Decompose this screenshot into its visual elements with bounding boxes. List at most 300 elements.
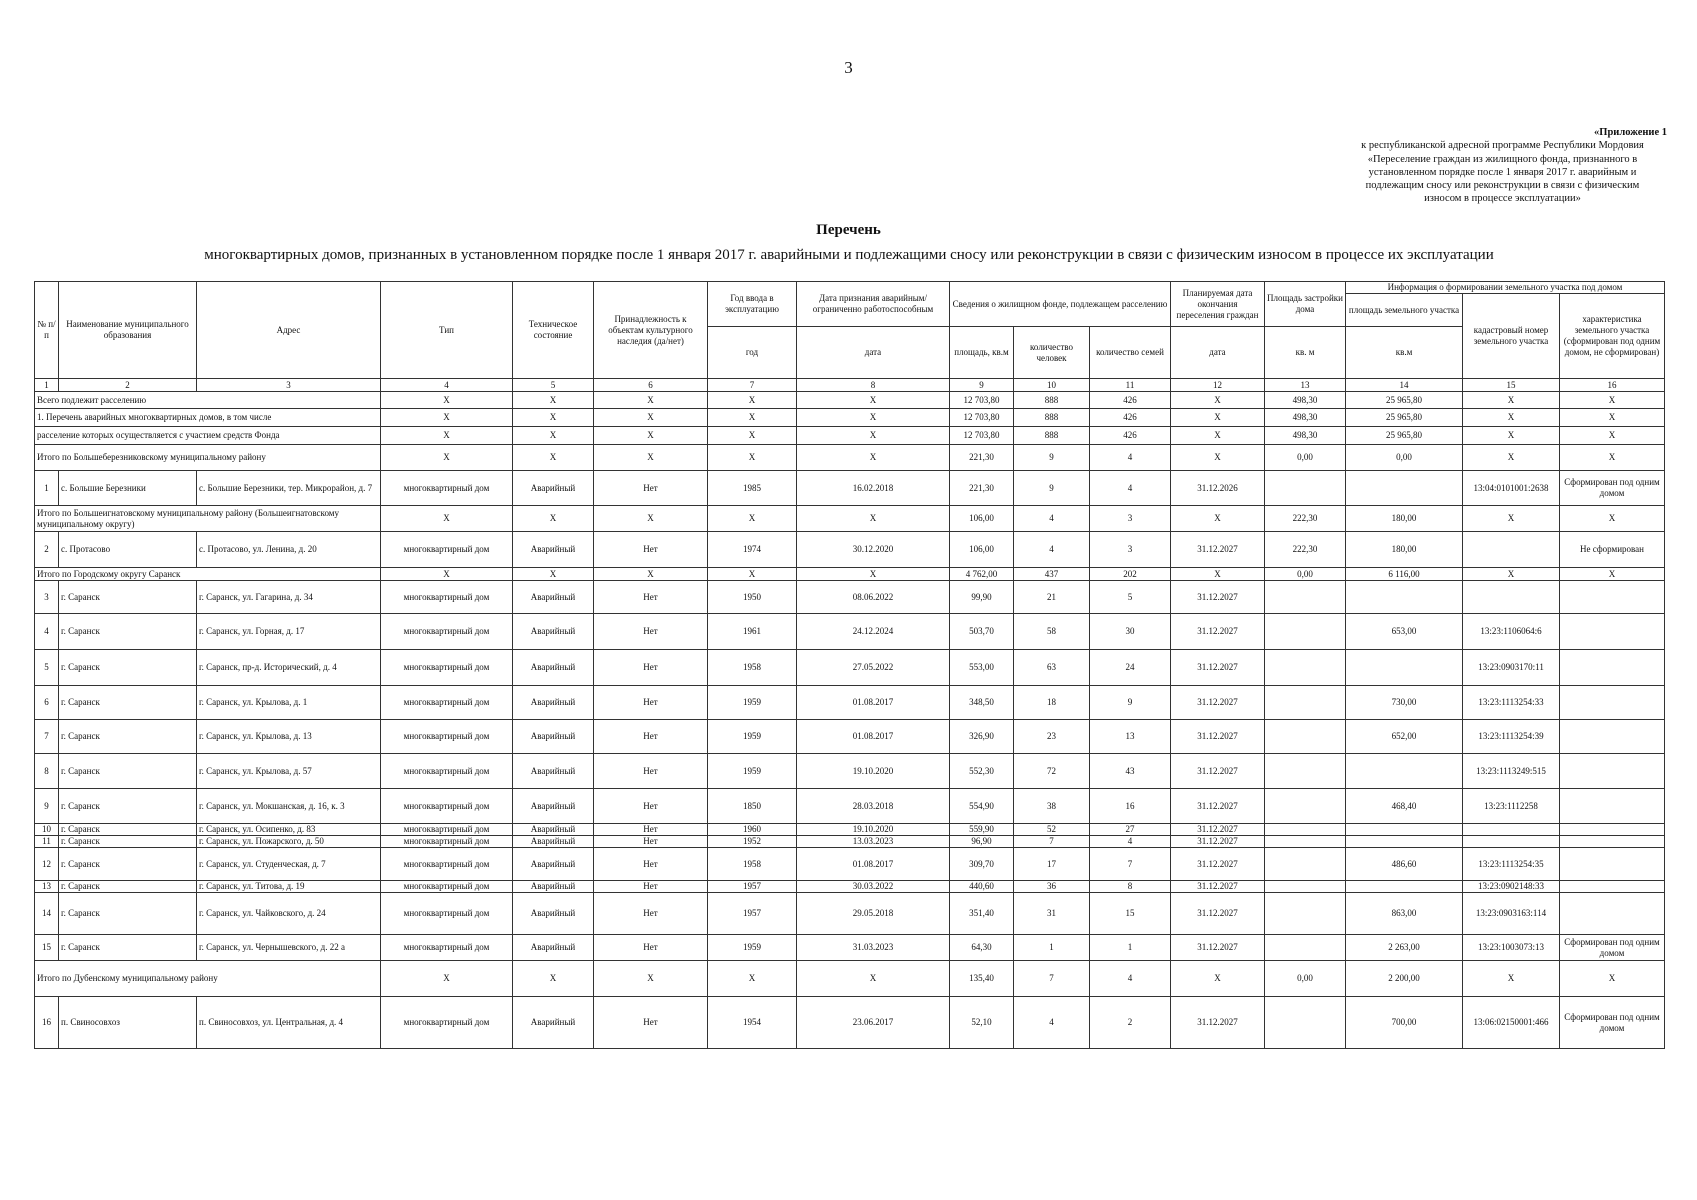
summary-cell: X [381,392,513,409]
summary-cell: X [1560,445,1665,471]
land-char-cell [1560,754,1665,789]
column-number: 16 [1560,379,1665,392]
row-number: 15 [35,935,59,961]
table-row [35,532,1665,568]
land-char-cell [1560,581,1665,614]
planned-date-cell: 31.12.2027 [1171,720,1265,754]
type-cell: многоквартирный дом [381,532,513,568]
row-number: 4 [35,614,59,650]
summary-cell: 9 [1014,445,1090,471]
header-land-area-group: площадь земельного участка [1346,294,1463,327]
summary-cell: X [1171,506,1265,532]
summary-cell: 106,00 [950,506,1014,532]
families-cell: 24 [1090,650,1171,686]
summary-cell: 0,00 [1265,568,1346,581]
table-row [35,935,1665,961]
families-cell: 16 [1090,789,1171,824]
column-number: 5 [513,379,594,392]
row-number: 13 [35,881,59,893]
header-date-sub: дата [797,327,950,379]
header-area: площадь, кв.м [950,327,1014,379]
land-area-cell [1346,471,1463,506]
tech-state-cell: Аварийный [513,532,594,568]
housing-table [34,281,1665,1049]
table-row [35,836,1665,848]
header-municipality: Наименование муниципального образования [59,282,197,379]
row-number: 8 [35,754,59,789]
table-row [35,686,1665,720]
summary-cell: 498,30 [1265,409,1346,427]
land-char-cell: Сформирован под одним домом [1560,935,1665,961]
date-cell: 13.03.2023 [797,836,950,848]
date-cell: 28.03.2018 [797,789,950,824]
header-num: № п/п [35,282,59,379]
summary-cell: X [1560,409,1665,427]
column-number: 14 [1346,379,1463,392]
planned-date-cell: 31.12.2027 [1171,848,1265,881]
people-cell: 72 [1014,754,1090,789]
summary-label: Итого по Большеберезниковскому муниципальному району [35,445,381,471]
municipality-cell: г. Саранск [59,935,197,961]
summary-cell: X [1463,427,1560,445]
summary-cell: X [381,409,513,427]
type-cell: многоквартирный дом [381,848,513,881]
address-cell: г. Саранск, ул. Титова, д. 19 [197,881,381,893]
heritage-cell: Нет [594,893,708,935]
summary-cell: X [513,568,594,581]
summary-label: Итого по Городскому округу Саранск [35,568,381,581]
planned-date-cell: 31.12.2026 [1171,471,1265,506]
summary-cell: 426 [1090,409,1171,427]
heritage-cell: Нет [594,881,708,893]
date-cell: 19.10.2020 [797,824,950,836]
planned-date-cell: 31.12.2027 [1171,881,1265,893]
land-char-cell [1560,650,1665,686]
planned-date-cell: 31.12.2027 [1171,893,1265,935]
build-area-cell [1265,881,1346,893]
header-tech-state: Техническое состояние [513,282,594,379]
people-cell: 23 [1014,720,1090,754]
table-row [35,824,1665,836]
municipality-cell: г. Саранск [59,824,197,836]
cadastral-cell: 13:23:0902148:33 [1463,881,1560,893]
summary-cell: X [594,392,708,409]
people-cell: 63 [1014,650,1090,686]
date-cell: 08.06.2022 [797,581,950,614]
row-number: 2 [35,532,59,568]
municipality-cell: г. Саранск [59,789,197,824]
table-row [35,754,1665,789]
address-cell: с. Протасово, ул. Ленина, д. 20 [197,532,381,568]
column-number: 9 [950,379,1014,392]
cadastral-cell: 13:23:1113254:35 [1463,848,1560,881]
date-cell: 27.05.2022 [797,650,950,686]
tech-state-cell: Аварийный [513,754,594,789]
summary-cell: X [594,409,708,427]
land-area-cell: 730,00 [1346,686,1463,720]
type-cell: многоквартирный дом [381,686,513,720]
planned-date-cell: 31.12.2027 [1171,836,1265,848]
area-cell: 326,90 [950,720,1014,754]
people-cell: 7 [1014,836,1090,848]
summary-row [35,409,1665,427]
date-cell: 01.08.2017 [797,686,950,720]
build-area-cell [1265,848,1346,881]
build-area-cell [1265,754,1346,789]
type-cell: многоквартирный дом [381,471,513,506]
year-cell: 1985 [708,471,797,506]
tech-state-cell: Аварийный [513,893,594,935]
year-cell: 1850 [708,789,797,824]
tech-state-cell: Аварийный [513,471,594,506]
header-land-char: характеристика земельного участка (сформирован под одним домом, не сформирован) [1560,294,1665,379]
column-number: 13 [1265,379,1346,392]
summary-cell: X [513,427,594,445]
planned-date-cell: 31.12.2027 [1171,614,1265,650]
people-cell: 4 [1014,997,1090,1049]
row-number: 7 [35,720,59,754]
summary-cell: X [594,568,708,581]
header-land-area-sub: кв.м [1346,327,1463,379]
heritage-cell: Нет [594,614,708,650]
land-char-cell: Сформирован под одним домом [1560,997,1665,1049]
summary-row [35,445,1665,471]
table-row [35,789,1665,824]
summary-cell: X [708,392,797,409]
summary-cell: 6 116,00 [1346,568,1463,581]
type-cell: многоквартирный дом [381,650,513,686]
planned-date-cell: 31.12.2027 [1171,532,1265,568]
appendix-heading: «Приложение 1 [1594,127,1667,138]
planned-date-cell: 31.12.2027 [1171,581,1265,614]
table-row [35,881,1665,893]
summary-cell: 12 703,80 [950,392,1014,409]
tech-state-cell: Аварийный [513,824,594,836]
land-char-cell [1560,614,1665,650]
municipality-cell: г. Саранск [59,893,197,935]
address-cell: с. Большие Березники, тер. Микрорайон, д. 7 [197,471,381,506]
summary-cell: X [1171,445,1265,471]
summary-cell: 0,00 [1346,445,1463,471]
area-cell: 106,00 [950,532,1014,568]
people-cell: 9 [1014,471,1090,506]
land-area-cell: 653,00 [1346,614,1463,650]
summary-cell: X [797,445,950,471]
summary-cell: 222,30 [1265,506,1346,532]
municipality-cell: г. Саранск [59,754,197,789]
land-area-cell: 863,00 [1346,893,1463,935]
year-cell: 1959 [708,754,797,789]
summary-cell: X [1171,427,1265,445]
cadastral-cell: 13:06:02150001:466 [1463,997,1560,1049]
people-cell: 58 [1014,614,1090,650]
summary-cell: X [513,409,594,427]
date-cell: 01.08.2017 [797,720,950,754]
cadastral-cell [1463,581,1560,614]
summary-cell: 498,30 [1265,427,1346,445]
year-cell: 1957 [708,881,797,893]
summary-cell: X [708,506,797,532]
summary-cell: X [797,568,950,581]
year-cell: 1959 [708,686,797,720]
cadastral-cell: 13:23:1113254:39 [1463,720,1560,754]
year-cell: 1958 [708,650,797,686]
row-number: 14 [35,893,59,935]
row-number: 6 [35,686,59,720]
summary-cell: X [1560,961,1665,997]
summary-cell: X [797,506,950,532]
land-area-cell [1346,581,1463,614]
summary-cell: X [381,568,513,581]
summary-cell: 888 [1014,392,1090,409]
summary-cell: X [381,445,513,471]
summary-cell: X [708,427,797,445]
tech-state-cell: Аварийный [513,836,594,848]
table-row [35,848,1665,881]
area-cell: 553,00 [950,650,1014,686]
summary-cell: X [708,409,797,427]
header-address: Адрес [197,282,381,379]
families-cell: 43 [1090,754,1171,789]
tech-state-cell: Аварийный [513,686,594,720]
build-area-cell [1265,893,1346,935]
heritage-cell: Нет [594,789,708,824]
land-char-cell [1560,824,1665,836]
heritage-cell: Нет [594,686,708,720]
heritage-cell: Нет [594,754,708,789]
build-area-cell [1265,824,1346,836]
people-cell: 4 [1014,532,1090,568]
header-type: Тип [381,282,513,379]
column-number: 4 [381,379,513,392]
people-cell: 52 [1014,824,1090,836]
table-row [35,720,1665,754]
land-char-cell [1560,836,1665,848]
header-build-area-sub: кв. м [1265,327,1346,379]
summary-cell: 12 703,80 [950,427,1014,445]
year-cell: 1950 [708,581,797,614]
land-area-cell: 180,00 [1346,532,1463,568]
build-area-cell [1265,686,1346,720]
year-cell: 1957 [708,893,797,935]
cadastral-cell: 13:23:0903163:114 [1463,893,1560,935]
column-number: 1 [35,379,59,392]
type-cell: многоквартирный дом [381,720,513,754]
summary-label: Итого по Большеигнатовскому муниципальному району (Большеигнатовскому муниципальному округу) [35,506,381,532]
appendix-line: подлежащим сносу или реконструкции в связи с физическим [1365,180,1640,192]
families-cell: 8 [1090,881,1171,893]
tech-state-cell: Аварийный [513,997,594,1049]
date-cell: 24.12.2024 [797,614,950,650]
build-area-cell [1265,650,1346,686]
row-number: 3 [35,581,59,614]
summary-cell: X [594,445,708,471]
row-number: 11 [35,836,59,848]
area-cell: 351,40 [950,893,1014,935]
type-cell: многоквартирный дом [381,824,513,836]
column-number: 8 [797,379,950,392]
table-body [35,392,1665,1049]
appendix-block [1330,126,1675,206]
cadastral-cell: 13:23:1113249:515 [1463,754,1560,789]
address-cell: г. Саранск, ул. Крылова, д. 57 [197,754,381,789]
header-date-group: Дата признания аварийным/ограниченно работоспособным [797,282,950,327]
heritage-cell: Нет [594,471,708,506]
planned-date-cell: 31.12.2027 [1171,997,1265,1049]
summary-cell: 2 200,00 [1346,961,1463,997]
summary-cell: 426 [1090,427,1171,445]
type-cell: многоквартирный дом [381,997,513,1049]
build-area-cell [1265,471,1346,506]
people-cell: 21 [1014,581,1090,614]
year-cell: 1954 [708,997,797,1049]
heritage-cell: Нет [594,532,708,568]
summary-cell: X [1463,445,1560,471]
summary-cell: 498,30 [1265,392,1346,409]
municipality-cell: г. Саранск [59,686,197,720]
summary-row [35,568,1665,581]
year-cell: 1952 [708,836,797,848]
build-area-cell [1265,720,1346,754]
land-area-cell: 700,00 [1346,997,1463,1049]
date-cell: 31.03.2023 [797,935,950,961]
planned-date-cell: 31.12.2027 [1171,824,1265,836]
date-cell: 16.02.2018 [797,471,950,506]
address-cell: г. Саранск, ул. Крылова, д. 13 [197,720,381,754]
land-area-cell: 486,60 [1346,848,1463,881]
people-cell: 36 [1014,881,1090,893]
summary-cell: X [1560,392,1665,409]
date-cell: 19.10.2020 [797,754,950,789]
families-cell: 5 [1090,581,1171,614]
build-area-cell [1265,789,1346,824]
summary-cell: X [381,427,513,445]
address-cell: г. Саранск, пр-д. Исторический, д. 4 [197,650,381,686]
header-families: количество семей [1090,327,1171,379]
municipality-cell: г. Саранск [59,650,197,686]
build-area-cell [1265,935,1346,961]
summary-cell: 4 [1090,445,1171,471]
summary-cell: 25 965,80 [1346,409,1463,427]
families-cell: 30 [1090,614,1171,650]
land-area-cell: 2 263,00 [1346,935,1463,961]
summary-cell: 4 762,00 [950,568,1014,581]
families-cell: 27 [1090,824,1171,836]
land-char-cell: Сформирован под одним домом [1560,471,1665,506]
appendix-line: установленном порядке после 1 января 2017 г. аварийным и [1368,166,1637,178]
land-char-cell: Не сформирован [1560,532,1665,568]
families-cell: 7 [1090,848,1171,881]
land-char-cell [1560,893,1665,935]
people-cell: 1 [1014,935,1090,961]
municipality-cell: с. Протасово [59,532,197,568]
summary-cell: X [1171,961,1265,997]
families-cell: 3 [1090,532,1171,568]
summary-cell: 888 [1014,427,1090,445]
area-cell: 440,60 [950,881,1014,893]
cadastral-cell: 13:23:1106064:6 [1463,614,1560,650]
planned-date-cell: 31.12.2027 [1171,650,1265,686]
tech-state-cell: Аварийный [513,720,594,754]
summary-cell: X [797,427,950,445]
land-char-cell [1560,720,1665,754]
municipality-cell: с. Большие Березники [59,471,197,506]
column-number-row [35,379,1665,392]
document-subtitle: многоквартирных домов, признанных в установленном порядке после 1 января 2017 г. аварийными и подлежащими сносу или реконструкции в связи с физическим износом в процессе их эксплуатации [204,247,1494,263]
municipality-cell: г. Саранск [59,848,197,881]
summary-cell: X [1463,409,1560,427]
heritage-cell: Нет [594,650,708,686]
type-cell: многоквартирный дом [381,581,513,614]
municipality-cell: п. Свиносовхоз [59,997,197,1049]
summary-row [35,392,1665,409]
tech-state-cell: Аварийный [513,650,594,686]
summary-cell: 888 [1014,409,1090,427]
heritage-cell: Нет [594,997,708,1049]
summary-cell: 426 [1090,392,1171,409]
summary-cell: X [797,961,950,997]
families-cell: 9 [1090,686,1171,720]
address-cell: г. Саранск, ул. Мокшанская, д. 16, к. 3 [197,789,381,824]
header-build-area-group: Площадь застройки дома [1265,282,1346,327]
heritage-cell: Нет [594,848,708,881]
summary-cell: X [1171,568,1265,581]
families-cell: 1 [1090,935,1171,961]
cadastral-cell: 13:23:0903170:11 [1463,650,1560,686]
summary-cell: X [797,392,950,409]
type-cell: многоквартирный дом [381,836,513,848]
families-cell: 15 [1090,893,1171,935]
people-cell: 18 [1014,686,1090,720]
date-cell: 29.05.2018 [797,893,950,935]
area-cell: 554,90 [950,789,1014,824]
type-cell: многоквартирный дом [381,881,513,893]
summary-label: Всего подлежит расселению [35,392,381,409]
date-cell: 30.03.2022 [797,881,950,893]
area-cell: 221,30 [950,471,1014,506]
row-number: 12 [35,848,59,881]
header-year-sub: год [708,327,797,379]
summary-cell: X [708,568,797,581]
summary-cell: X [1463,506,1560,532]
column-number: 15 [1463,379,1560,392]
build-area-cell [1265,836,1346,848]
cadastral-cell: 13:23:1112258 [1463,789,1560,824]
tech-state-cell: Аварийный [513,614,594,650]
families-cell: 2 [1090,997,1171,1049]
summary-cell: X [513,506,594,532]
type-cell: многоквартирный дом [381,935,513,961]
row-number: 10 [35,824,59,836]
year-cell: 1959 [708,935,797,961]
appendix-line: к республиканской адресной программе Республики Мордовия [1361,140,1644,152]
header-land-group: Информация о формировании земельного участка под домом [1346,282,1665,294]
tech-state-cell: Аварийный [513,935,594,961]
municipality-cell: г. Саранск [59,720,197,754]
document-title: Перечень [816,222,881,238]
address-cell: г. Саранск, ул. Чернышевского, д. 22 а [197,935,381,961]
address-cell: г. Саранск, ул. Горная, д. 17 [197,614,381,650]
build-area-cell [1265,997,1346,1049]
page-number: 3 [844,58,853,77]
type-cell: многоквартирный дом [381,614,513,650]
summary-cell: X [797,409,950,427]
summary-cell: 180,00 [1346,506,1463,532]
table-row [35,614,1665,650]
summary-row [35,506,1665,532]
header-housing-group: Сведения о жилищном фонде, подлежащем расселению [950,282,1171,327]
header-planned-group: Планируемая дата окончания переселения граждан [1171,282,1265,327]
